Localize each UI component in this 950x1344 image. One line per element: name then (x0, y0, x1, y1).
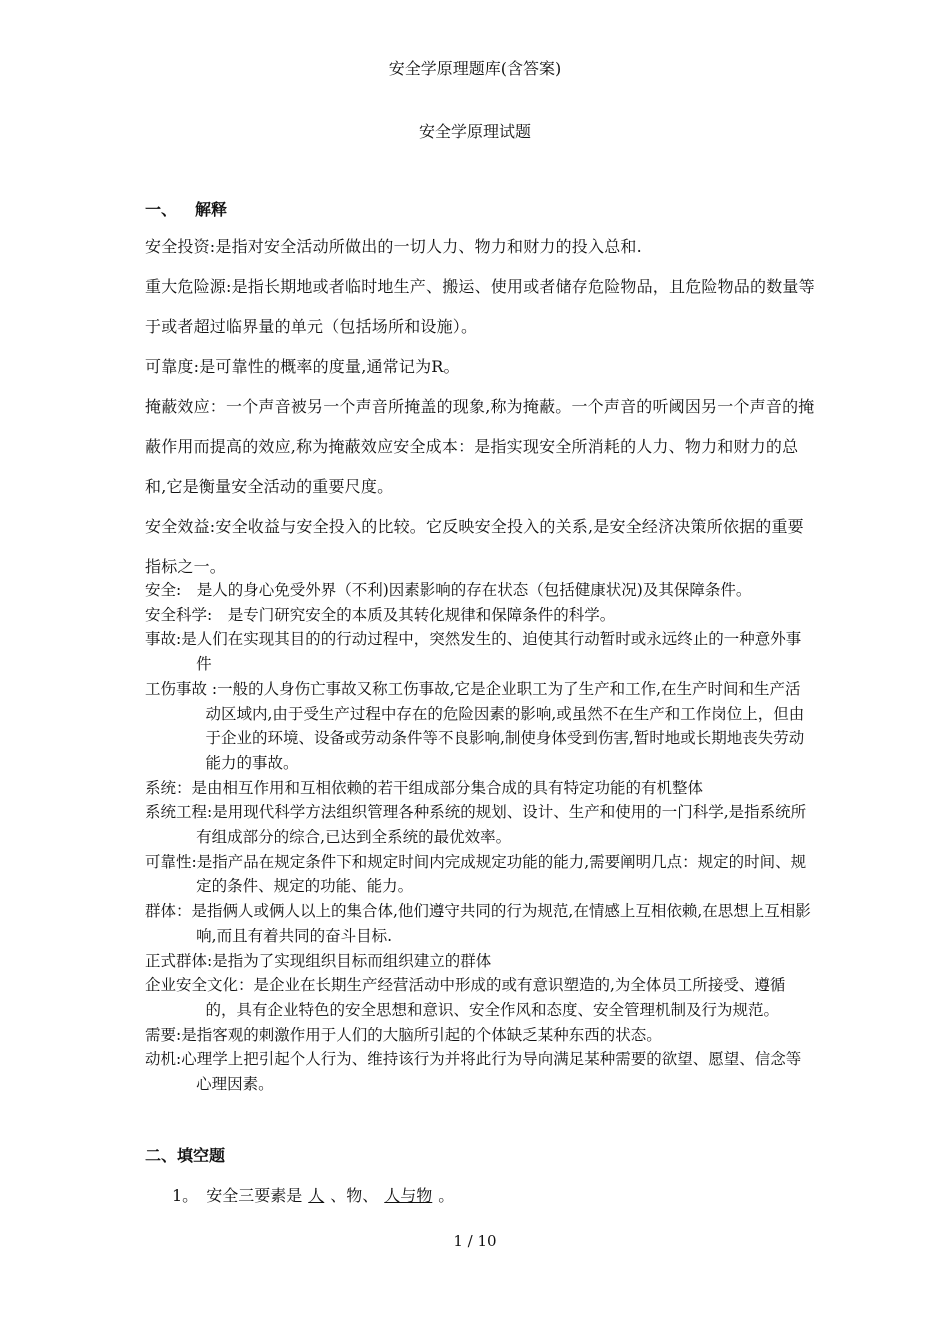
section-title: 解释 (195, 200, 228, 219)
definition-safety-culture: 企业安全文化：是企业在长期生产经营活动中形成的或有意识塑造的,为全体员工所接受、遵循的，具有企业特色的安全思想和意识、安全作风和态度、安全管理机制及行为规范。 (145, 976, 786, 1019)
definition-system: 系统：是由相互作用和互相依赖的若干组成部分集合成的具有特定功能的有机整体 (145, 778, 704, 797)
section-number: 一、 (145, 200, 178, 219)
question-1 (172, 1183, 454, 1206)
section-2-heading: 二、填空题 (145, 1146, 226, 1165)
document-subtitle: 安全学原理试题 (418, 122, 531, 141)
answer-blank-1: 人 (308, 1186, 325, 1205)
question-middle: 、物、 (330, 1186, 379, 1205)
question-prefix: 安全三要素是 (206, 1186, 303, 1205)
page-indicator: 1 / 10 (453, 1232, 497, 1250)
definition-group: 群体：是指俩人或俩人以上的集合体,他们遵守共同的行为规范,在情感上互相依赖,在思想上互相影响,而且有着共同的奋斗目标. (145, 902, 811, 945)
definition-list (145, 578, 815, 1097)
section-1-heading (145, 197, 227, 220)
definition-reliability: 可靠性:是指产品在规定条件下和规定时间内完成规定功能的能力,需要阐明几点：规定的时间、规定的条件、规定的功能、能力。 (145, 852, 807, 896)
question-suffix: 。 (438, 1186, 455, 1205)
definition-need: 需要:是指客观的刺激作用于人们的大脑所引起的个体缺乏某种东西的状态。 (145, 1025, 662, 1044)
definition-safety-science: 安全科学: 是专门研究安全的本质及其转化规律和保障条件的科学。 (145, 605, 616, 624)
definition-masking-effect: 掩蔽效应：一个声音被另一个声音所掩盖的现象,称为掩蔽。一个声音的听阈因另一个声音的掩蔽作用而提高的效应,称为掩蔽效应安全成本：是指实现安全所消耗的人力、物力和财力的总和,它是衡量安全活动的重要尺度。 (145, 397, 815, 496)
definition-formal-group: 正式群体:是指为了实现组织目标而组织建立的群体 (145, 951, 492, 970)
definition-work-injury: 工伤事故 :一般的人身伤亡事故又称工伤事故,它是企业职工为了生产和工作,在生产时间和生产活动区域内,由于受生产过程中存在的危险因素的影响,或虽然不在生产和工作岗位上，但由于企业的环境、设备或劳动条件等不良影响,制使身体受到伤害,暂时地或长期地丧失劳动能力的事故。 (145, 679, 805, 772)
definition-safety-investment: 安全投资:是指对安全活动所做出的一切人力、物力和财力的投入总和. (145, 237, 642, 256)
document-title: 安全学原理题库(含答案) (388, 59, 562, 78)
definition-major-hazard: 重大危险源:是指长期地或者临时地生产、搬运、使用或者储存危险物品，且危险物品的数量等于或者超过临界量的单元（包括场所和设施）。 (145, 277, 815, 336)
definition-safety-benefit: 安全效益:安全收益与安全投入的比较。它反映安全投入的关系,是安全经济决策所依据的重要指标之一。 (145, 517, 804, 576)
definition-accident: 事故:是人们在实现其目的的行动过程中，突然发生的、迫使其行动暂时或永远终止的一种意外事件 (145, 630, 802, 674)
definition-systems-engineering: 系统工程:是用现代科学方法组织管理各种系统的规划、设计、生产和使用的一门科学,是指系统所有组成部分的综合,已达到全系统的最优效率。 (145, 803, 807, 847)
definition-motivation: 动机:心理学上把引起个人行为、维持该行为并将此行为导向满足某种需要的欲望、愿望、信念等心理因素。 (145, 1050, 802, 1094)
definition-reliability-degree: 可靠度:是可靠性的概率的度量,通常记为R。 (145, 357, 460, 376)
answer-blank-2: 人与物 (384, 1186, 433, 1205)
definition-safety: 安全: 是人的身心免受外界（不利)因素影响的存在状态（包括健康状况)及其保障条件。 (145, 581, 752, 599)
question-number: 1。 (172, 1186, 191, 1205)
